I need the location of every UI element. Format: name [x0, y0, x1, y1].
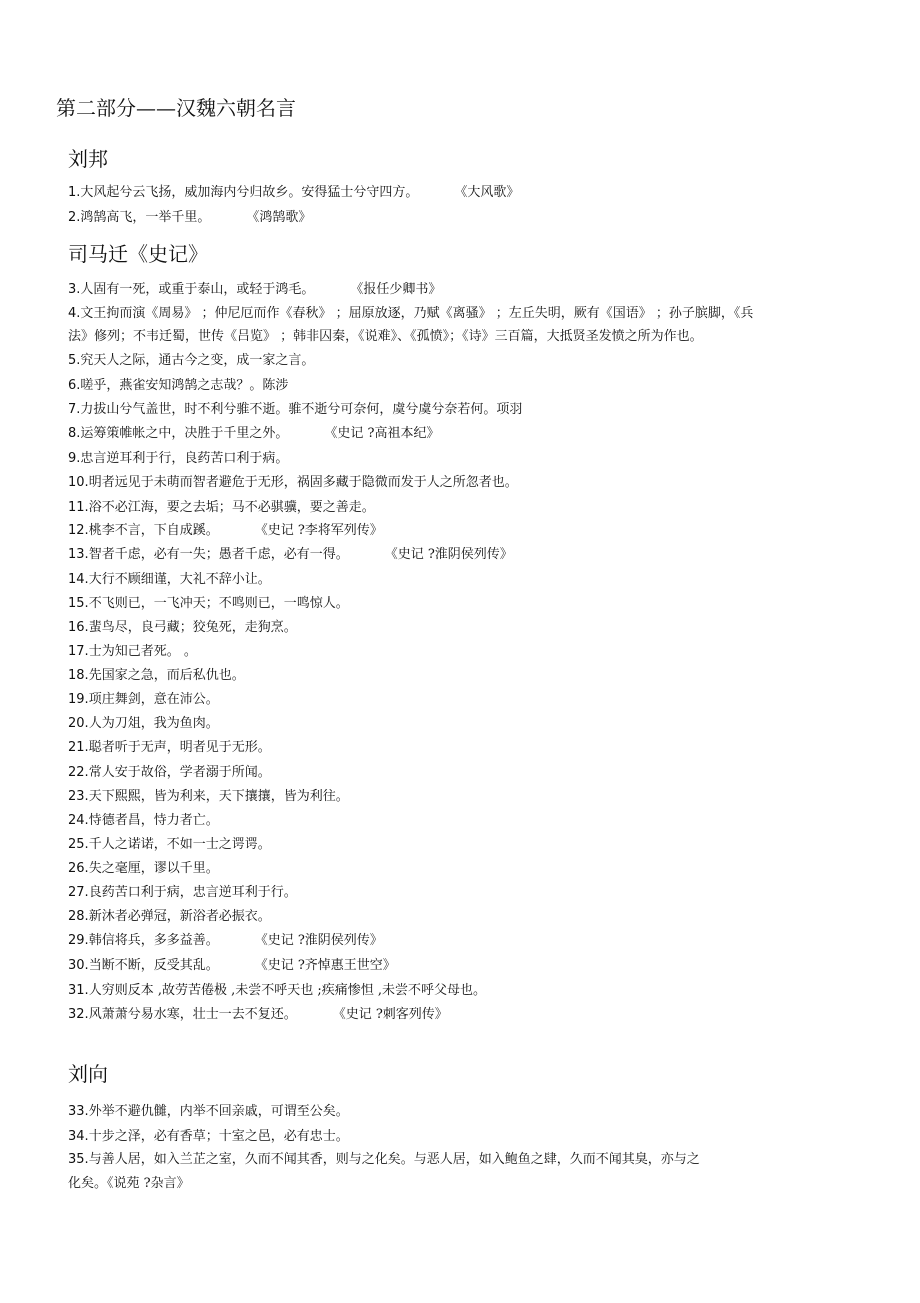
quote-source: 《史记 ?淮阴侯列传》	[254, 933, 383, 948]
quote-line	[68, 764, 271, 782]
quote-number: 16.	[68, 620, 89, 635]
quote-line	[68, 957, 396, 975]
quote-text: 聪者听于无声，明者见于无形。	[88, 740, 271, 755]
quote-number: 24.	[68, 813, 89, 828]
quote-number: 29.	[68, 933, 89, 948]
quote-text: 忠言逆耳利于行，良药苦口利于病。	[80, 451, 289, 466]
quote-line	[68, 401, 522, 419]
quote-line	[68, 546, 513, 564]
quote-line	[68, 908, 271, 926]
quote-number: 22.	[68, 765, 89, 780]
quote-source: 《大风歌》	[454, 185, 520, 200]
quote-text: 风萧萧兮易水寒，壮士一去不复还。	[88, 1007, 297, 1022]
quote-line	[68, 184, 519, 202]
quote-line	[68, 860, 219, 878]
quote-line	[68, 571, 271, 589]
quote-line	[68, 1175, 190, 1193]
quote-line	[68, 1103, 349, 1121]
quote-text: 外举不避仇雠，内举不回亲戚，可谓至公矣。	[88, 1104, 349, 1119]
quote-line	[68, 377, 288, 395]
quote-line	[68, 522, 383, 540]
quote-text: 项庄舞剑，意在沛公。	[88, 692, 219, 707]
quote-number: 30.	[68, 958, 89, 973]
quote-line	[68, 788, 349, 806]
quote-line	[68, 474, 518, 492]
quote-number: 34.	[68, 1129, 89, 1144]
quote-number: 7.	[68, 402, 81, 417]
quote-number: 3.	[68, 282, 81, 297]
quote-line	[68, 425, 440, 443]
quote-number: 27.	[68, 885, 89, 900]
quote-line	[68, 619, 297, 637]
part-title: 第二部分——汉魏六朝名言	[56, 96, 296, 120]
quote-source: 《鸿鹄歌》	[246, 210, 312, 225]
quote-line	[68, 932, 383, 950]
quote-text: 士为知己者死。 。	[88, 644, 197, 659]
quote-text: 当断不断，反受其乱。	[88, 958, 219, 973]
quote-number: 2.	[68, 210, 81, 225]
quote-line	[68, 209, 311, 227]
quote-text: 文王拘而演《周易》 ；仲尼厄而作《春秋》 ；屈原放逐，乃赋《离骚》 ；左丘失明，厥有《国语》 ；孙子膑脚，《兵	[80, 306, 754, 321]
quote-number: 9.	[68, 451, 81, 466]
quote-text: 蜚鸟尽，良弓藏；狡兔死，走狗烹。	[88, 620, 297, 635]
quote-text: 究天人之际，通古今之变，成一家之言。	[80, 353, 315, 368]
quote-line	[68, 499, 375, 517]
quote-number: 10.	[68, 475, 89, 490]
quote-line	[68, 691, 219, 709]
quote-line	[68, 352, 314, 370]
quote-number: 6.	[68, 378, 81, 393]
quote-number: 11.	[68, 500, 89, 515]
quote-source: 《史记 ?齐悼惠王世空》	[254, 958, 396, 973]
quote-line	[68, 1151, 700, 1169]
quote-text: 失之毫厘，谬以千里。	[88, 861, 219, 876]
quote-text: 明者远见于未萌而智者避危于无形，祸固多藏于隐微而发于人之所忽者也。	[88, 475, 518, 490]
quote-number: 1.	[68, 185, 81, 200]
quote-text: 人为刀俎，我为鱼肉。	[88, 716, 219, 731]
quote-number: 33.	[68, 1104, 89, 1119]
quote-line	[68, 305, 753, 323]
quote-line	[68, 836, 271, 854]
quote-line	[68, 739, 271, 757]
quote-text: 运筹策帷帐之中，决胜于千里之外。	[80, 426, 289, 441]
quote-number: 21.	[68, 740, 89, 755]
quote-source: 《史记 ?李将军列传》	[254, 523, 383, 538]
quote-text: 桃李不言，下自成蹊。	[88, 523, 219, 538]
quote-number: 18.	[68, 668, 89, 683]
quote-number: 4.	[68, 306, 81, 321]
quote-number: 19.	[68, 692, 89, 707]
quote-line	[68, 982, 486, 1000]
quote-text: 不飞则已，一飞冲天；不鸣则已，一鸣惊人。	[88, 596, 349, 611]
quote-text: 天下熙熙，皆为利来，天下攘攘，皆为利往。	[88, 789, 349, 804]
section-heading: 司马迁《史记》	[68, 242, 208, 266]
quote-text: 与善人居，如入兰芷之室，久而不闻其香，则与之化矣。与恶人居，如入鲍鱼之肆，久而不闻其臭，亦与之	[88, 1152, 700, 1167]
quote-line	[68, 715, 219, 733]
quote-text: 嗟乎，燕雀安知鸿鹄之志哉？。陈涉	[80, 378, 289, 393]
section-heading: 刘向	[68, 1062, 108, 1086]
quote-number: 14.	[68, 572, 89, 587]
quote-text: 法》修列；不韦迁蜀，世传《吕览》 ；韩非囚秦，《说难》、《孤愤》；《诗》三百篇，大抵贤圣发愤之所为作也。	[68, 329, 703, 344]
quote-number: 28.	[68, 909, 89, 924]
quote-text: 恃德者昌，恃力者亡。	[88, 813, 219, 828]
quote-line	[68, 450, 288, 468]
quote-number: 35.	[68, 1152, 89, 1167]
quote-number: 26.	[68, 861, 89, 876]
quote-source: 《史记 ?淮阴侯列传》	[384, 547, 513, 562]
quote-line	[68, 643, 197, 661]
quote-text: 浴不必江海，要之去垢；马不必骐骥，要之善走。	[88, 500, 375, 515]
quote-text: 鸿鹄高飞，一举千里。	[80, 210, 211, 225]
quote-number: 25.	[68, 837, 89, 852]
quote-number: 20.	[68, 716, 89, 731]
quote-number: 15.	[68, 596, 89, 611]
quote-line	[68, 281, 441, 299]
quote-number: 17.	[68, 644, 89, 659]
quote-number: 31.	[68, 983, 89, 998]
quote-text: 大行不顾细谨，大礼不辞小让。	[88, 572, 271, 587]
quote-number: 23.	[68, 789, 89, 804]
section-heading: 刘邦	[68, 147, 108, 171]
quote-line	[68, 1128, 349, 1146]
quote-text: 先国家之急，而后私仇也。	[88, 668, 245, 683]
quote-line	[68, 667, 245, 685]
quote-text: 人穷则反本 ,故劳苦倦极 ,未尝不呼天也 ;疾痛惨怛 ,未尝不呼父母也。	[88, 983, 486, 998]
quote-number: 8.	[68, 426, 81, 441]
quote-number: 12.	[68, 523, 89, 538]
quote-text: 良药苦口利于病，忠言逆耳利于行。	[88, 885, 297, 900]
quote-text: 智者千虑，必有一失；愚者千虑，必有一得。	[88, 547, 349, 562]
quote-number: 5.	[68, 353, 81, 368]
quote-text: 大风起兮云飞扬，威加海内兮归故乡。安得猛士兮守四方。	[80, 185, 419, 200]
quote-line	[68, 595, 349, 613]
quote-text: 韩信将兵，多多益善。	[88, 933, 219, 948]
quote-text: 新沐者必弹冠，新浴者必振衣。	[88, 909, 271, 924]
quote-text: 十步之泽，必有香草；十室之邑，必有忠士。	[88, 1129, 349, 1144]
quote-source: 《史记 ?高祖本纪》	[324, 426, 440, 441]
quote-line	[68, 884, 297, 902]
quote-text: 人固有一死，或重于泰山，或轻于鸿毛。	[80, 282, 315, 297]
quote-line	[68, 1006, 448, 1024]
quote-text: 化矣。《说苑 ?杂言》	[68, 1176, 190, 1191]
quote-number: 13.	[68, 547, 89, 562]
quote-source: 《史记 ?刺客列传》	[332, 1007, 448, 1022]
quote-line	[68, 328, 703, 346]
quote-source: 《报任少卿书》	[350, 282, 442, 297]
quote-text: 力拔山兮气盖世，时不利兮骓不逝。骓不逝兮可奈何，虞兮虞兮奈若何。项羽	[80, 402, 523, 417]
quote-line	[68, 812, 219, 830]
quote-text: 千人之诺诺，不如一士之谔谔。	[88, 837, 271, 852]
quote-number: 32.	[68, 1007, 89, 1022]
quote-text: 常人安于故俗，学者溺于所闻。	[88, 765, 271, 780]
